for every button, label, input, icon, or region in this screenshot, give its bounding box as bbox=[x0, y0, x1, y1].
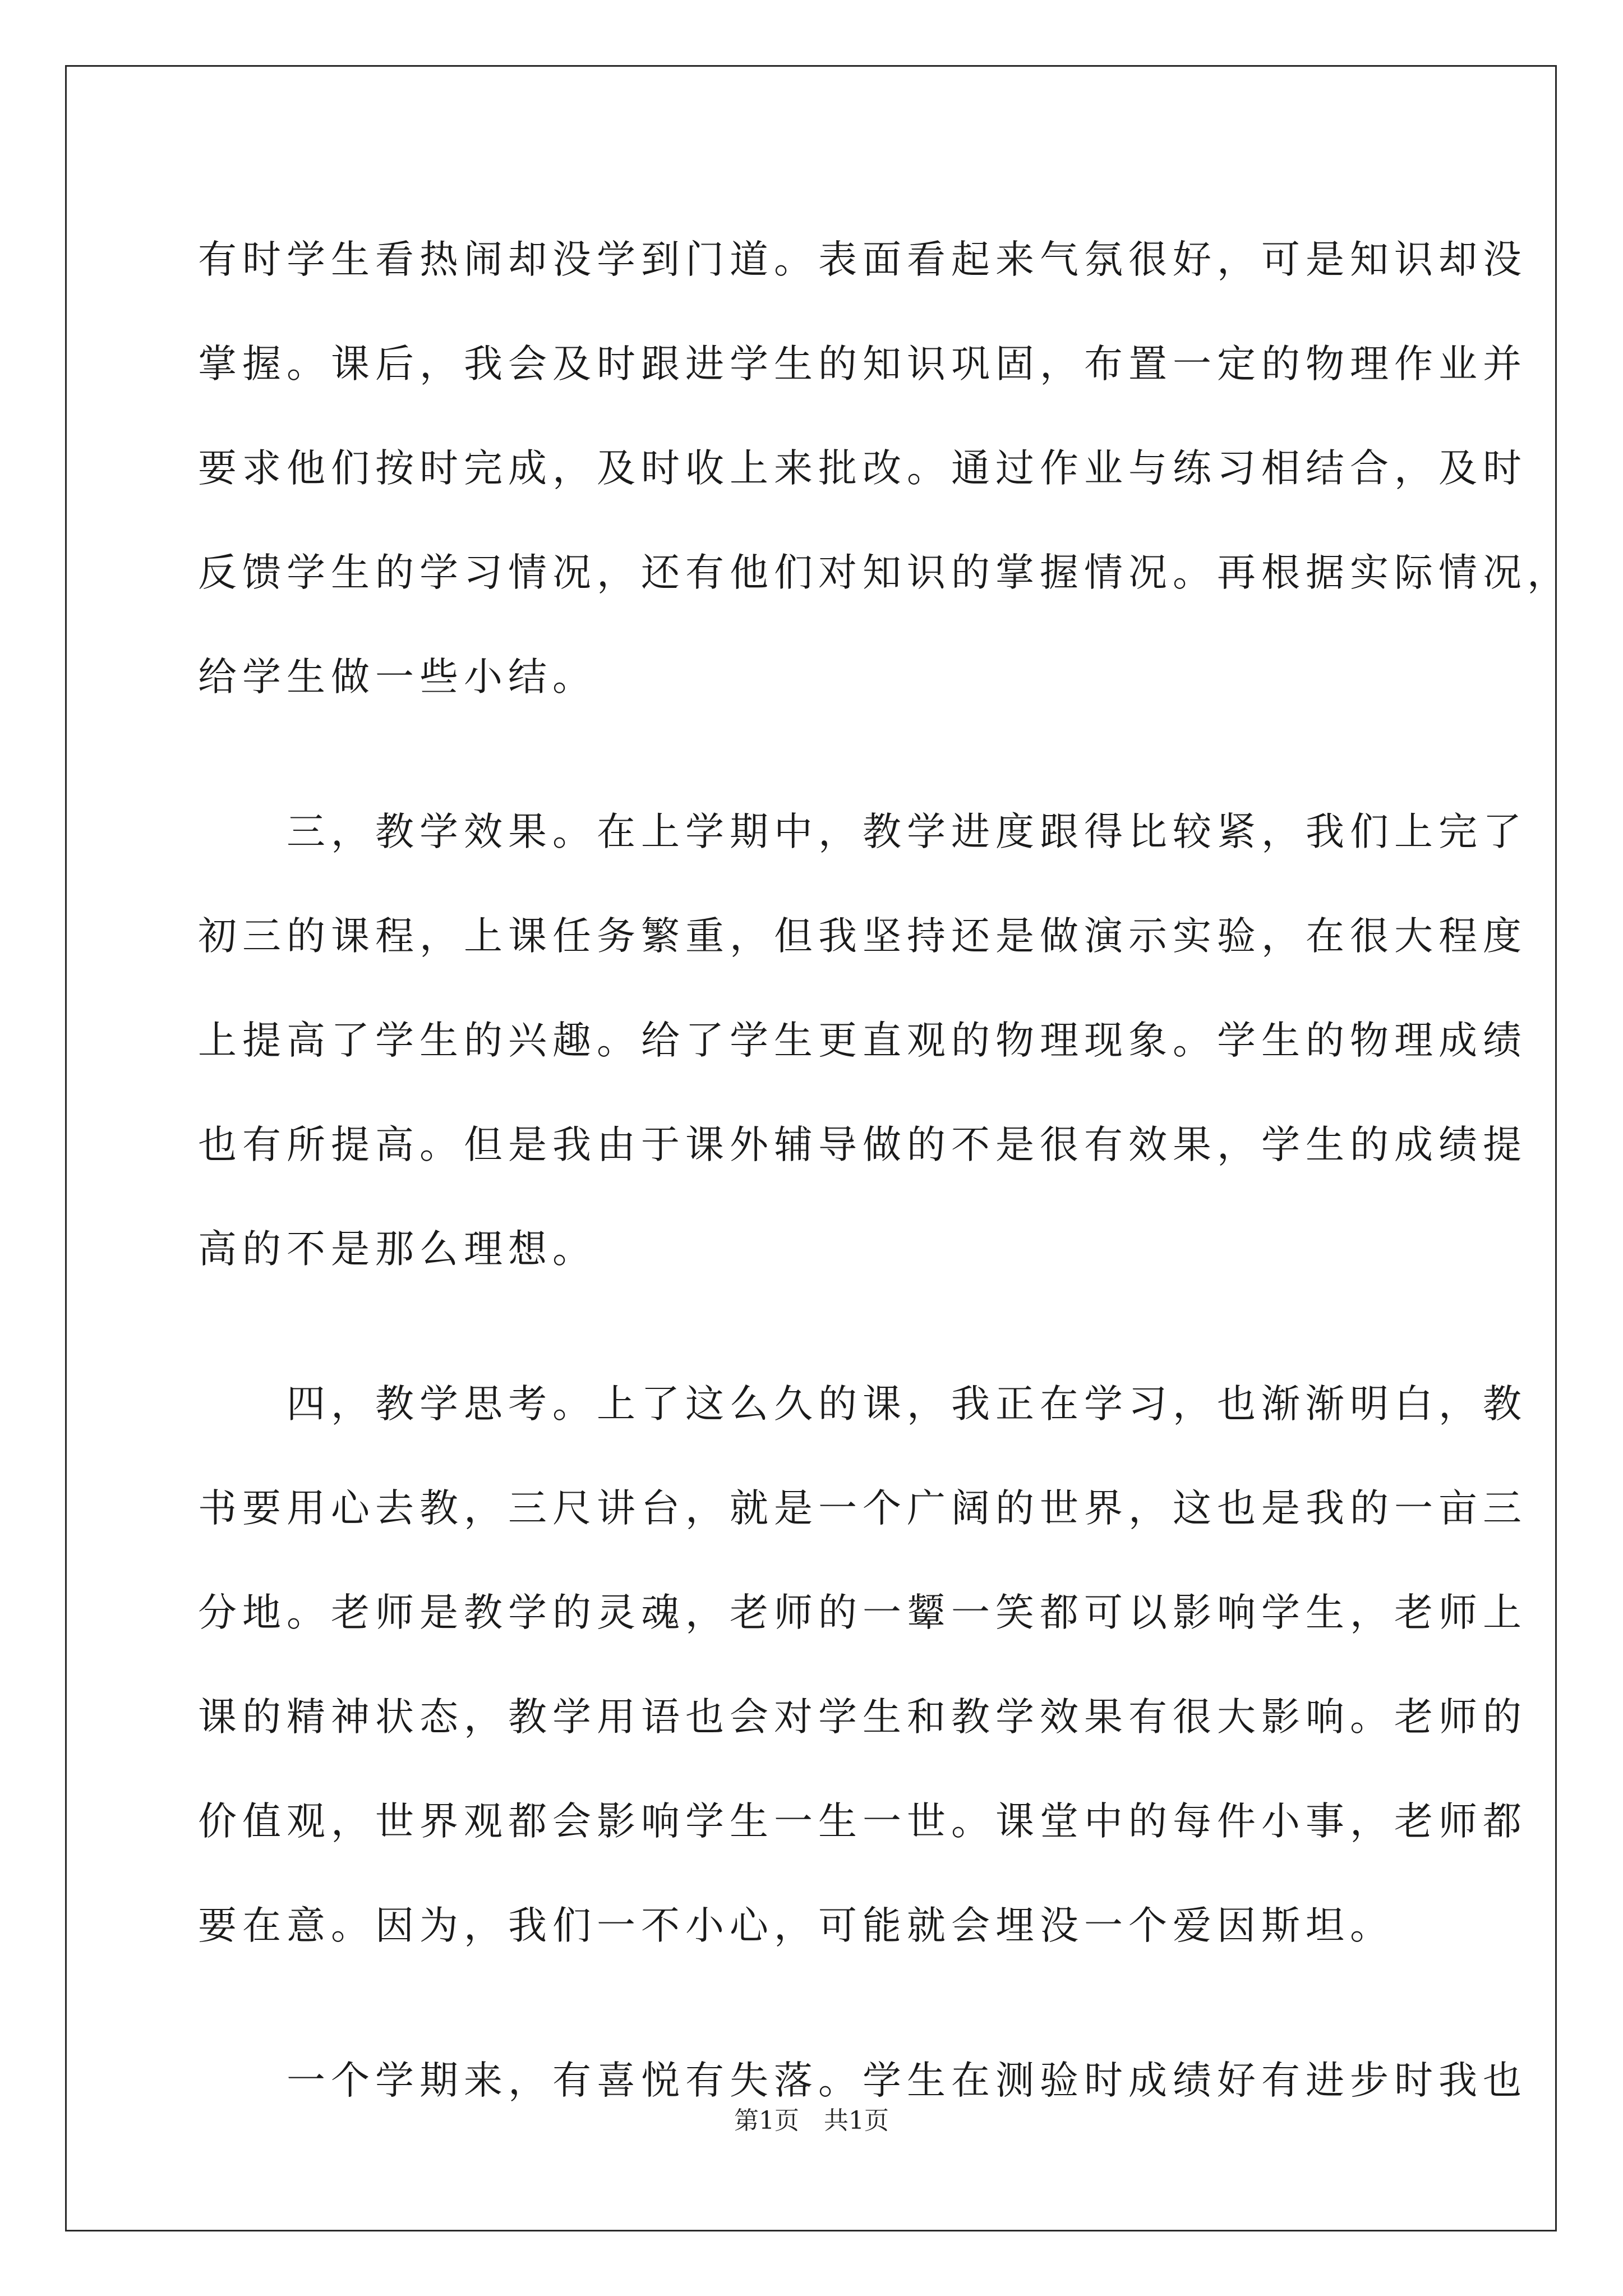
text-line: 书要用心去教，三尺讲台，就是一个广阔的世界，这也是我的一亩三 bbox=[198, 1486, 1527, 1531]
text-line: 三，教学效果。在上学期中，教学进度跟得比较紧，我们上完了 bbox=[198, 809, 1527, 854]
text-line: 要在意。因为，我们一不小心，可能就会埋没一个爱因斯坦。 bbox=[198, 1903, 1394, 1948]
text-line: 四，教学思考。上了这么久的课，我正在学习，也渐渐明白，教 bbox=[198, 1382, 1527, 1427]
page-number-footer: 第1页 共1页 bbox=[734, 2106, 889, 2135]
paragraph-gap bbox=[198, 1978, 1460, 2028]
text-line: 反馈学生的学习情况，还有他们对知识的掌握情况。再根据实际情况， bbox=[198, 550, 1571, 595]
document-body bbox=[198, 208, 1571, 2133]
text-line: 给学生做一些小结。 bbox=[198, 655, 597, 700]
text-line: 高的不是那么理想。 bbox=[198, 1227, 597, 1272]
text-line: 课的精神状态，教学用语也会对学生和教学效果有很大影响。老师的 bbox=[198, 1695, 1527, 1740]
paragraph-gap bbox=[198, 1301, 1460, 1352]
text-line: 初三的课程，上课任务繁重，但我坚持还是做演示实验，在很大程度 bbox=[198, 914, 1527, 959]
text-line: 要求他们按时完成，及时收上来批改。通过作业与练习相结合，及时 bbox=[198, 446, 1527, 491]
text-line: 上提高了学生的兴趣。给了学生更直观的物理现象。学生的物理成绩 bbox=[198, 1018, 1527, 1063]
text-line: 分地。老师是教学的灵魂，老师的一颦一笑都可以影响学生，老师上 bbox=[198, 1590, 1527, 1635]
text-line: 也有所提高。但是我由于课外辅导做的不是很有效果，学生的成绩提 bbox=[198, 1122, 1527, 1167]
text-line: 掌握。课后，我会及时跟进学生的知识巩固，布置一定的物理作业并 bbox=[198, 342, 1527, 386]
text-line: 一个学期来，有喜悦有失落。学生在测验时成绩好有进步时我也 bbox=[198, 2058, 1527, 2103]
paragraph-gap bbox=[198, 729, 1460, 780]
text-line: 有时学生看热闹却没学到门道。表面看起来气氛很好，可是知识却没 bbox=[198, 237, 1527, 282]
text-line: 价值观，世界观都会影响学生一生一世。课堂中的每件小事，老师都 bbox=[198, 1799, 1527, 1844]
